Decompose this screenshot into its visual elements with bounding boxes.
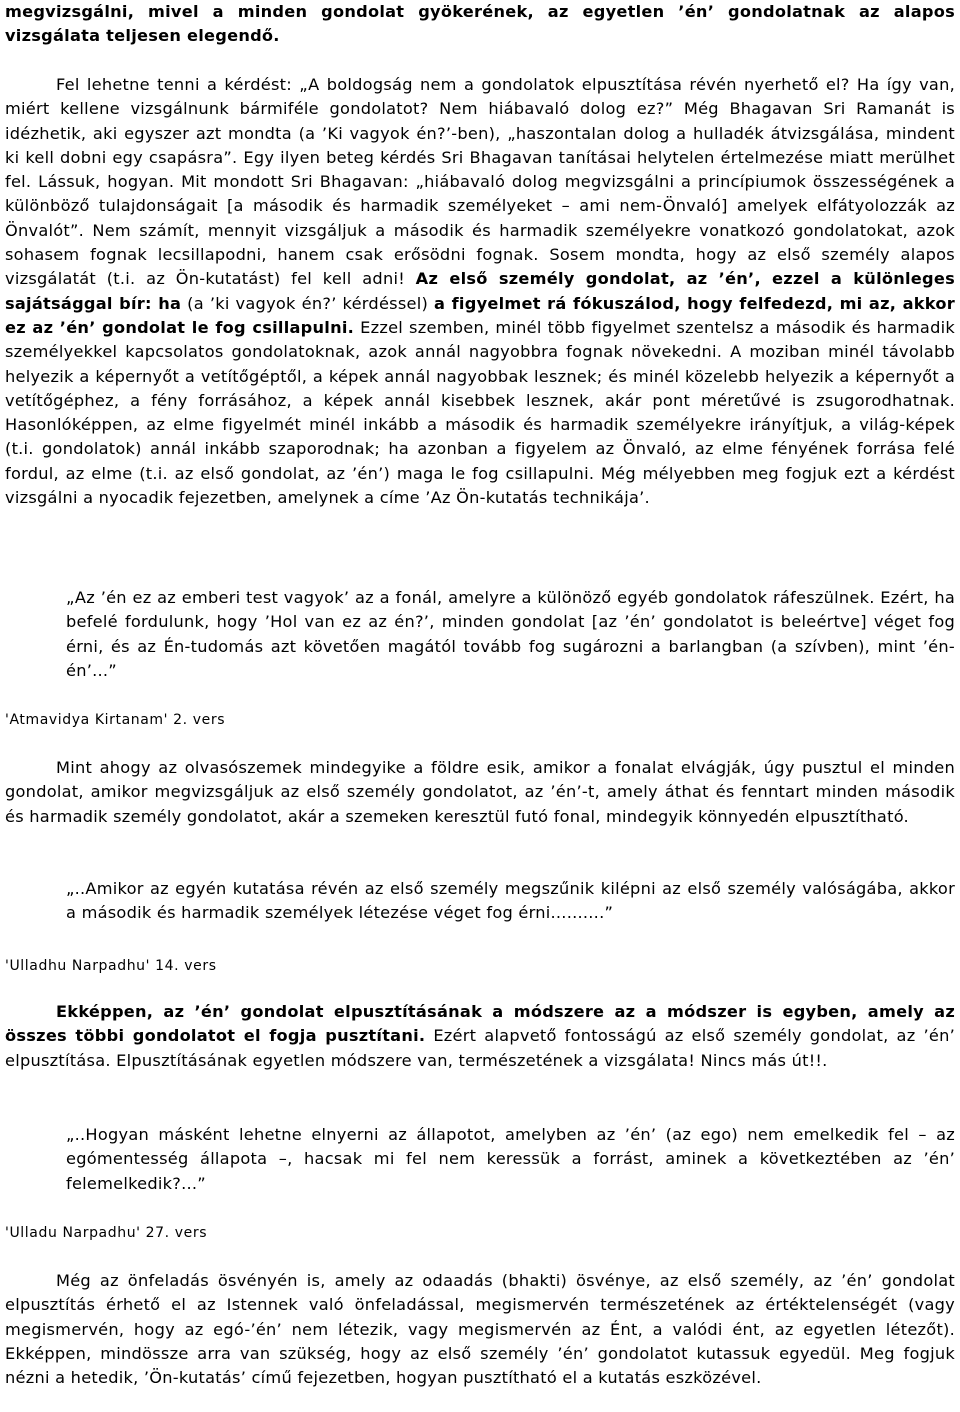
- quote-text: „Az ’én ez az emberi test vagyok’ az a fonál, amelyre a különöző egyéb gondolatok ráfeszülnek. Ezért, ha befelé fordulunk, hogy ’Hol van ez az én?’, minden gondolat [az ’én’ gondolatot is beleértve] véget fog érni, és az Én-tudomás azt követően magától tovább fog sugározni a barlangban (a szívben), mint ’én-én’...”: [66, 588, 955, 680]
- quote-ulladhu-14: [66, 877, 955, 926]
- quote-text: „..Amikor az egyén kutatása révén az első személy megszűnik kilépni az első személy valóságába, akkor a második és harmadik személyek létezése véget fog érni..........”: [66, 879, 955, 923]
- bold-text: megvizsgálni, mivel a minden gondolat gyökerének, az egyetlen ’én’ gondolatnak az alapos vizsgálata teljesen elegendő.: [5, 2, 955, 46]
- body-text: (a ’ki vagyok én?’ kérdéssel): [181, 293, 435, 313]
- body-text: Ezzel szemben, minél több figyelmet szentelsz a második és harmadik személyekkel kapcsolatos gondolatoknak, azok annál nagyobbra fognak növekedni. A moziban minél távolabb helyezik a képernyőt a vetítőgéptől, a képek annál nagyobbak lesznek; és minél közelebb helyezik a képernyőt a vetítőgéphez, a fény forrásához, a képek annál kisebbek lesznek, akár pont méretűvé is zsugorodhatnak. Hasonlóképpen, az elme figyelmét minél inkább a második és harmadik személyekre irányítjuk, a világ-képek (t.i. gondolatok) annál inkább szaporodnak; ha azonban a figyelem az Önvaló, az elme fényének forrása felé fordul, az elme (t.i. az első gondolat, az ’én’) maga le fog csillapulni. Még mélyebben meg fogjuk ezt a kérdést vizsgálni a nyocadik fejezetben, amelynek a címe ’Az Ön-kutatás technikája’.: [5, 317, 955, 508]
- quote-text: „..Hogyan másként lehetne elnyerni az állapotot, amelyben az ’én’ (az ego) nem emelkedik fel – az egómentesség állapota –, hacsak mi fel nem keressük a forrást, aminek a következtében az ’én’ felemelkedik?...”: [66, 1125, 955, 1193]
- quote-source-ulladu-27: 'Ulladu Narpadhu' 27. vers: [5, 1225, 208, 1241]
- paragraph-beads: [5, 756, 955, 829]
- bold-text: Az első személy gondolat, az ’én’, ezzel a különleges sajátsággal bír: ha: [5, 269, 955, 313]
- paragraph-method: [5, 1000, 955, 1073]
- body-text: Még az önfeladás ösvényén is, amely az odaadás (bhakti) ösvénye, az első személy, az ’én’ gondolat elpusztítás érhető el az Istennek való önfeladással, megismervén természetének az értéktelenségét (vagy megismervén, hogy az egó-’én’ nem létezik, vagy megismervén az Ént, a valódi ént, az egyetlen létezőt). Ekképpen, mindössze arra van szükség, hogy az első személy ’én’ gondolatot kutassuk egyedül. Meg fogjuk nézni a hetedik, ’Ön-kutatás’ című fejezetben, hogyan pusztítható el a kutatás eszközével.: [5, 1271, 955, 1388]
- body-text: Fel lehetne tenni a kérdést: „A boldogság nem a gondolatok elpusztítása révén nyerhető el? Ha így van, miért kellene vizsgálnunk bármiféle gondolatot? Nem hiábavaló dolog ez?” Még Bhagavan Sri Ramanát is idézhetik, aki egyszer azt mondta (a ’Ki vagyok én?’-ben), „haszontalan dolog a hulladék átvizsgálása, mindent ki kell dobni egy csapásra”. Egy ilyen beteg kérdés Sri Bhagavan tanításai helytelen értelmezése miatt merülhet fel. Lássuk, hogyan. Mit mondott Sri Bhagavan: „hiábavaló dolog megvizsgálni a princípiumok összességének a különböző tulajdonságait [a második és harmadik személyeket – ami nem-Önvaló] amelyek elfátyolozzák az Önvalót”. Nem számít, mennyit vizsgáljuk a második és harmadik személyekre vonatkozó gondolatokat, azok sohasem fognak lecsillapodni, hanem csak erősödni fognak. Sosem mondta, hogy az első személy alapos vizsgálatát (t.i. az Ön-kutatást) fel kell adni!: [5, 75, 955, 289]
- body-text: Mint ahogy az olvasószemek mindegyike a földre esik, amikor a fonalat elvágják, úgy pusztul el minden gondolat, amikor megvizsgáljuk az első személy gondolatot, az ’én’-t, amely áthat és fenntart minden második és harmadik személy gondolatot, akár a szemeken keresztül futó fonal, mindegyik könnyedén elpusztítható.: [5, 758, 955, 826]
- quote-ulladu-27: [66, 1123, 955, 1196]
- quote-source-atmavidya: 'Atmavidya Kirtanam' 2. vers: [5, 712, 226, 728]
- quote-source-ulladhu-14: 'Ulladhu Narpadhu' 14. vers: [5, 958, 217, 974]
- paragraph-question: [5, 73, 955, 510]
- body-text: Ezért alapvető fontosságú az első személy gondolat, az ’én’ elpusztítása. Elpusztításának egyetlen módszere van, természetének a vizsgálata! Nincs más út!!.: [5, 1026, 955, 1070]
- bold-text: a figyelmet rá fókuszálod, hogy felfedezd, mi az, akkor ez az ’én’ gondolat le fog csillapulni.: [5, 293, 955, 337]
- quote-atmavidya: [66, 586, 955, 683]
- paragraph-intro: [5, 0, 955, 49]
- paragraph-bhakti: [5, 1269, 955, 1390]
- bold-text: Ekképpen, az ’én’ gondolat elpusztításának a módszere az a módszer is egyben, amely az összes többi gondolatot el fogja pusztítani.: [5, 1002, 955, 1046]
